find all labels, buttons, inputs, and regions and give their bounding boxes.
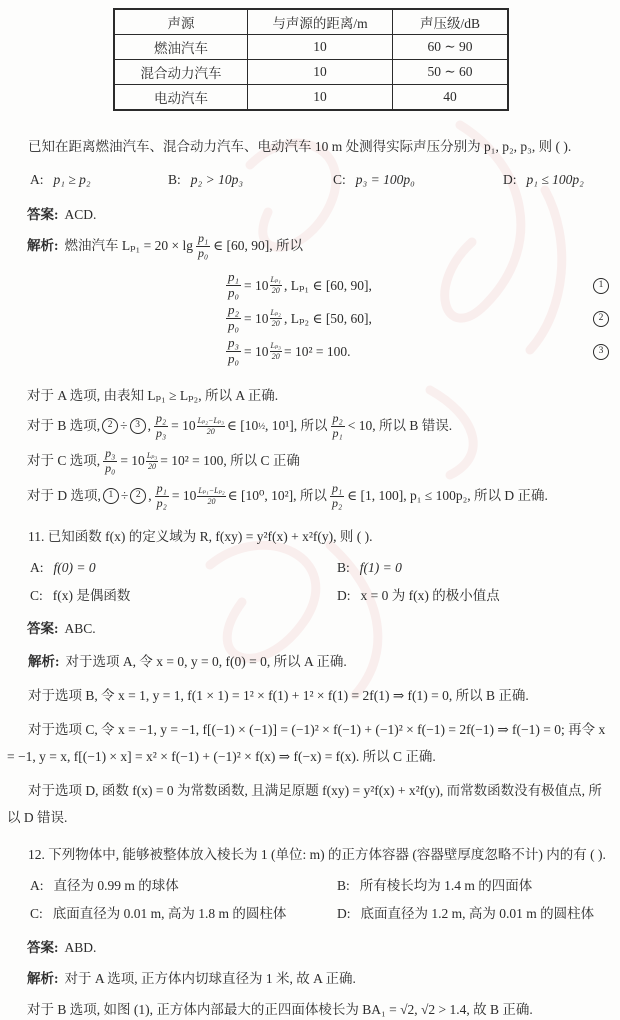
- table-cell: 40: [393, 85, 509, 111]
- option-label: C:: [333, 172, 346, 187]
- q12-analysis-b: 对于 B 选项, 如图 (1), 正方体内部最大的正四面体棱长为 BA₁ = √2, √2 > 1.4, 故 B 正确.: [27, 1002, 533, 1017]
- answer-value: ABD.: [64, 940, 97, 955]
- fraction: $\frac{\text{p₃}}{\text{p₀}}$: [228, 335, 240, 366]
- option-label: B:: [168, 172, 181, 187]
- option-label: A:: [30, 560, 44, 575]
- answer-value: ABC.: [64, 621, 96, 636]
- option-text: p₁ ≤ 100p₂: [526, 172, 584, 187]
- option-label: D:: [337, 906, 351, 921]
- table-cell: 电动汽车: [114, 85, 248, 111]
- table-header-source: 声源: [114, 9, 248, 35]
- q10-options: [7, 170, 613, 190]
- equation-3: $\frac{\text{p₃}}{\text{p₀}}$ = 10 $\frac{\text{Lₚ₃}}{20}$ = 10² = 100. 3: [7, 335, 613, 368]
- table-cell: 50 ∼ 60: [393, 60, 509, 85]
- intro-text: 燃油汽车 Lₚ₁ = 20 × lg: [64, 238, 193, 253]
- fraction: $\frac{\text{p₁}}{\text{p₀}}$: [228, 269, 240, 300]
- q11-analysis-d: 对于选项 D, 函数 f(x) = 0 为常数函数, 且满足原题 f(xy) = y²f(x) + x²f(y), 而常数函数没有极值点, 所以 D 错误.: [7, 783, 602, 825]
- q11-option-c: [30, 586, 337, 606]
- circled-number-3: 3: [593, 344, 609, 360]
- sound-pressure-table: [113, 8, 509, 111]
- option-text: p₃ = 100p₀: [355, 172, 415, 187]
- table-cell: 燃油汽车: [114, 35, 248, 60]
- table-cell: 10: [248, 85, 393, 111]
- circled-number-1: 1: [593, 278, 609, 294]
- q12-option-b: [337, 876, 613, 896]
- table-cell: 60 ∼ 90: [393, 35, 509, 60]
- q11-options: [7, 558, 613, 606]
- analysis-label: 解析:: [28, 654, 60, 669]
- q10-option-b: [168, 170, 333, 190]
- table-header-row: [114, 9, 508, 35]
- q11-stem: 11. 已知函数 f(x) 的定义域为 R, f(xy) = y²f(x) + x²f(y), 则 ( ).: [28, 529, 373, 544]
- option-text: 所有棱长均为 1.4 m 的四面体: [359, 878, 533, 893]
- exponent-fraction: $\frac{\text{Lₚ₃}}{20}$: [270, 341, 281, 361]
- table-cell: 10: [248, 60, 393, 85]
- analysis-label: 解析:: [27, 971, 59, 986]
- option-text: f(x) 是偶函数: [52, 588, 131, 603]
- q10-analysis-intro: [7, 231, 613, 261]
- table-row: [114, 35, 508, 60]
- table-cell: 10: [248, 35, 393, 60]
- option-text: 底面直径为 0.01 m, 高为 1.8 m 的圆柱体: [52, 906, 287, 921]
- option-text: x = 0 为 f(x) 的极小值点: [360, 588, 500, 603]
- fraction: p₁ p₀: [197, 230, 209, 260]
- answer-value: ACD.: [64, 207, 97, 222]
- q11-option-a: [30, 558, 337, 578]
- fraction: p₁ p₂: [331, 480, 343, 510]
- circled-number-3: 3: [130, 418, 146, 434]
- option-label: A:: [30, 172, 44, 187]
- circled-number-1: 1: [103, 488, 119, 504]
- option-label: B:: [337, 878, 350, 893]
- circled-number-2: 2: [593, 311, 609, 327]
- q10-analysis-c: 对于 C 选项, $\frac{\text{p₃}}{\text{p₀}}$ = 10 $\frac{\text{Lₚ₃}}{20}$ = 10² = 100, 所以 C 正确: [27, 445, 300, 475]
- option-text: 底面直径为 1.2 m, 高为 0.01 m 的圆柱体: [360, 906, 595, 921]
- analysis-label: 解析:: [27, 238, 59, 253]
- table-row: [114, 60, 508, 85]
- fraction: p₂ p₁: [332, 410, 343, 440]
- table-header-level: 声压级/dB: [393, 9, 509, 35]
- q11-option-b: [337, 558, 613, 578]
- q12-option-c: [30, 904, 337, 924]
- q10-analysis-a: 对于 A 选项, 由表知 Lₚ₁ ≥ Lₚ₂, 所以 A 正确.: [27, 388, 279, 403]
- exponent-fraction: Lₚ₁−Lₚ₂ 20: [198, 485, 225, 506]
- q10-analysis-b: 对于 B 选项, 2 ÷ 3 , $\frac{\text{p₂}}{\text{p₃}}$ = 10 Lₚ₂−Lₚ₃ 20 ∈ [10 ½ , 10¹], 所以 p₂ p₁ < 10, 所以 B 错误.: [27, 410, 453, 440]
- fraction: $\frac{\text{p₂}}{\text{p₃}}$: [155, 410, 167, 440]
- equation-1: $\frac{\text{p₁}}{\text{p₀}}$ = 10 Lₚ₁ 20 , Lₚ₁ ∈ [60, 90], 1: [7, 269, 613, 302]
- answer-label: 答案:: [27, 621, 59, 636]
- equation-2: $\frac{\text{p₂}}{\text{p₀}}$ = 10 Lₚ₂ 20 , Lₚ₂ ∈ [50, 60], 2: [7, 302, 613, 335]
- q12-option-d: [337, 904, 613, 924]
- option-label: C:: [30, 588, 43, 603]
- exponent-fraction: Lₚ₂ 20: [270, 308, 281, 328]
- q12-analysis-a: 解析: 对于 A 选项, 正方体内切球直径为 1 米, 故 A 正确.: [27, 971, 356, 986]
- superscript: ½: [258, 421, 265, 431]
- option-text: p₂ > 10p₃: [190, 172, 244, 187]
- q10-equations: [7, 269, 613, 368]
- exponent-fraction: $\frac{\text{Lₚ₃}}{20}$: [146, 450, 158, 471]
- fraction: $\frac{\text{p₁}}{\text{p₂}}$: [156, 480, 167, 510]
- answer-label: 答案:: [27, 940, 59, 955]
- q10-option-a: [30, 170, 168, 190]
- q10-option-d: [503, 170, 584, 190]
- answer-label: 答案:: [27, 207, 59, 222]
- option-text: p₁ ≥ p₂: [53, 172, 91, 187]
- q12-options: [7, 876, 613, 924]
- q11-analysis-c: 对于选项 C, 令 x = −1, y = −1, f[(−1) × (−1)] = (−1)² × f(−1) + (−1)² × f(−1) = 2f(−1) ⇒ f(−1) = 0; 再令 x = −1, y = x, f[(−1) × x] = x² × f(−1) + (−1)² × f(x) ⇒ f(−x) = f(x). 所以 C 正确.: [7, 722, 606, 764]
- fraction: $\frac{\text{p₂}}{\text{p₀}}$: [228, 302, 240, 333]
- q12-stem: 12. 下列物体中, 能够被整体放入棱长为 1 (单位: m) 的正方体容器 (容器壁厚度忽略不计) 内的有 ( ).: [28, 847, 606, 862]
- q12-option-a: [30, 876, 337, 896]
- q12-answer-line: [7, 938, 613, 958]
- exponent-fraction: Lₚ₁ 20: [270, 275, 281, 295]
- circled-number-2: 2: [102, 418, 118, 434]
- option-label: B:: [337, 560, 350, 575]
- option-label: A:: [30, 878, 44, 893]
- option-text: 直径为 0.99 m 的球体: [53, 878, 179, 893]
- option-label: D:: [503, 172, 517, 187]
- q11-analysis-a: 解析: 对于选项 A, 令 x = 0, y = 0, f(0) = 0, 所以 A 正确.: [28, 654, 347, 669]
- q10-analysis-d: 对于 D 选项, 1 ÷ 2 , $\frac{\text{p₁}}{\text{p₂}}$ = 10 Lₚ₁−Lₚ₂ 20 ∈ [10⁰, 10²], 所以 p₁ p₂ ∈ [1, 100], p₁ ≤ 100p₂, 所以 D 正确.: [27, 480, 548, 510]
- circled-number-2: 2: [130, 488, 146, 504]
- q11-option-d: [337, 586, 613, 606]
- table-row: [114, 85, 508, 111]
- q11-answer-line: [7, 619, 613, 639]
- option-text: f(0) = 0: [53, 560, 96, 575]
- fraction: $\frac{\text{p₃}}{\text{p₀}}$: [105, 445, 116, 475]
- option-text: f(1) = 0: [359, 560, 402, 575]
- q11-analysis-b: 对于选项 B, 令 x = 1, y = 1, f(1 × 1) = 1² × f(1) + 1² × f(1) = 2f(1) ⇒ f(1) = 0, 所以 B 正确.: [28, 688, 529, 703]
- exponent-fraction: Lₚ₂−Lₚ₃ 20: [197, 415, 224, 436]
- table-header-distance: 与声源的距离/m: [248, 9, 393, 35]
- q10-stem: 已知在距离燃油汽车、混合动力汽车、电动汽车 10 m 处测得实际声压分别为 p₁, p₂, p₃, 则 ( ).: [28, 139, 572, 154]
- intro-text: ∈ [60, 90], 所以: [213, 238, 303, 253]
- q10-option-c: [333, 170, 503, 190]
- table-cell: 混合动力汽车: [114, 60, 248, 85]
- option-label: C:: [30, 906, 43, 921]
- option-label: D:: [337, 588, 351, 603]
- q10-answer-line: [7, 205, 613, 225]
